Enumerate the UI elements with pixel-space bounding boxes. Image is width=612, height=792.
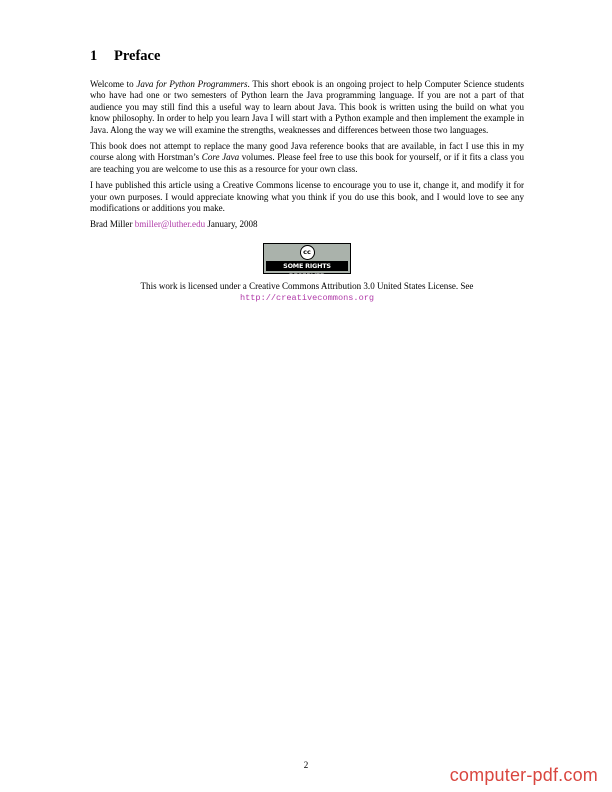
page-number: 2 [303, 760, 309, 770]
signature-date: January, 2008 [207, 219, 258, 230]
license-url-line [90, 292, 524, 304]
paragraph-welcome [90, 79, 524, 136]
section-heading [90, 48, 524, 65]
core-java-emphasis: Core Java [201, 152, 240, 163]
section-number: 1 [90, 48, 98, 64]
license-statement: This work is licensed under a Creative Commons Attribution 3.0 United States License. See [140, 280, 474, 291]
watermark: computer-pdf.com [449, 765, 598, 785]
paragraph-welcome-pre: Welcome to [90, 79, 137, 89]
creative-commons-badge[interactable] [263, 243, 351, 280]
document-page [90, 48, 524, 305]
signature-line [90, 219, 524, 230]
cc-circle-wrap [264, 244, 350, 262]
paragraph-references-pre: This book does not attempt to replace the many good Java reference books that are available, in fact I use this in my course along with Horstman’s [90, 141, 524, 163]
section-title: Preface [114, 48, 161, 64]
paragraph-references-post: volumes. Please feel free to use this book for yourself, or if it fits a class you are teaching you are welcome to use this as a resource for your own class. [90, 152, 524, 174]
paragraph-license-intent: I have published this article using a Creative Commons license to encourage you to use it, change it, and modify it for your own purposes. I would appreciate knowing what you think if you do use this book, and I would love to see any modifications or additions you make. [90, 180, 524, 214]
author-name: Brad Miller [90, 219, 133, 230]
license-url-link[interactable]: http://creativecommons.org [239, 293, 375, 304]
paragraph-references [90, 141, 524, 175]
some-rights-reserved-label: SOME RIGHTS RESERVED [266, 261, 348, 271]
author-email-link[interactable]: bmiller@luther.edu [134, 219, 206, 230]
license-block [90, 243, 524, 305]
cc-icon: cc [300, 245, 315, 260]
paragraph-welcome-post: . This short ebook is an ongoing project to help Computer Science students who have had one or two semesters of Python learn the Java programming language. If you are not a part of that audience you may still find this a useful way to learn about Java. This book is written using the build on what you know philosophy. In order to help you learn Java I will start with a Python example and then implement the example in Java. Along the way we will examine the strengths, weaknesses and differences between those two languages. [90, 79, 524, 135]
book-title-emphasis: Java for Python Programmers [136, 79, 248, 89]
